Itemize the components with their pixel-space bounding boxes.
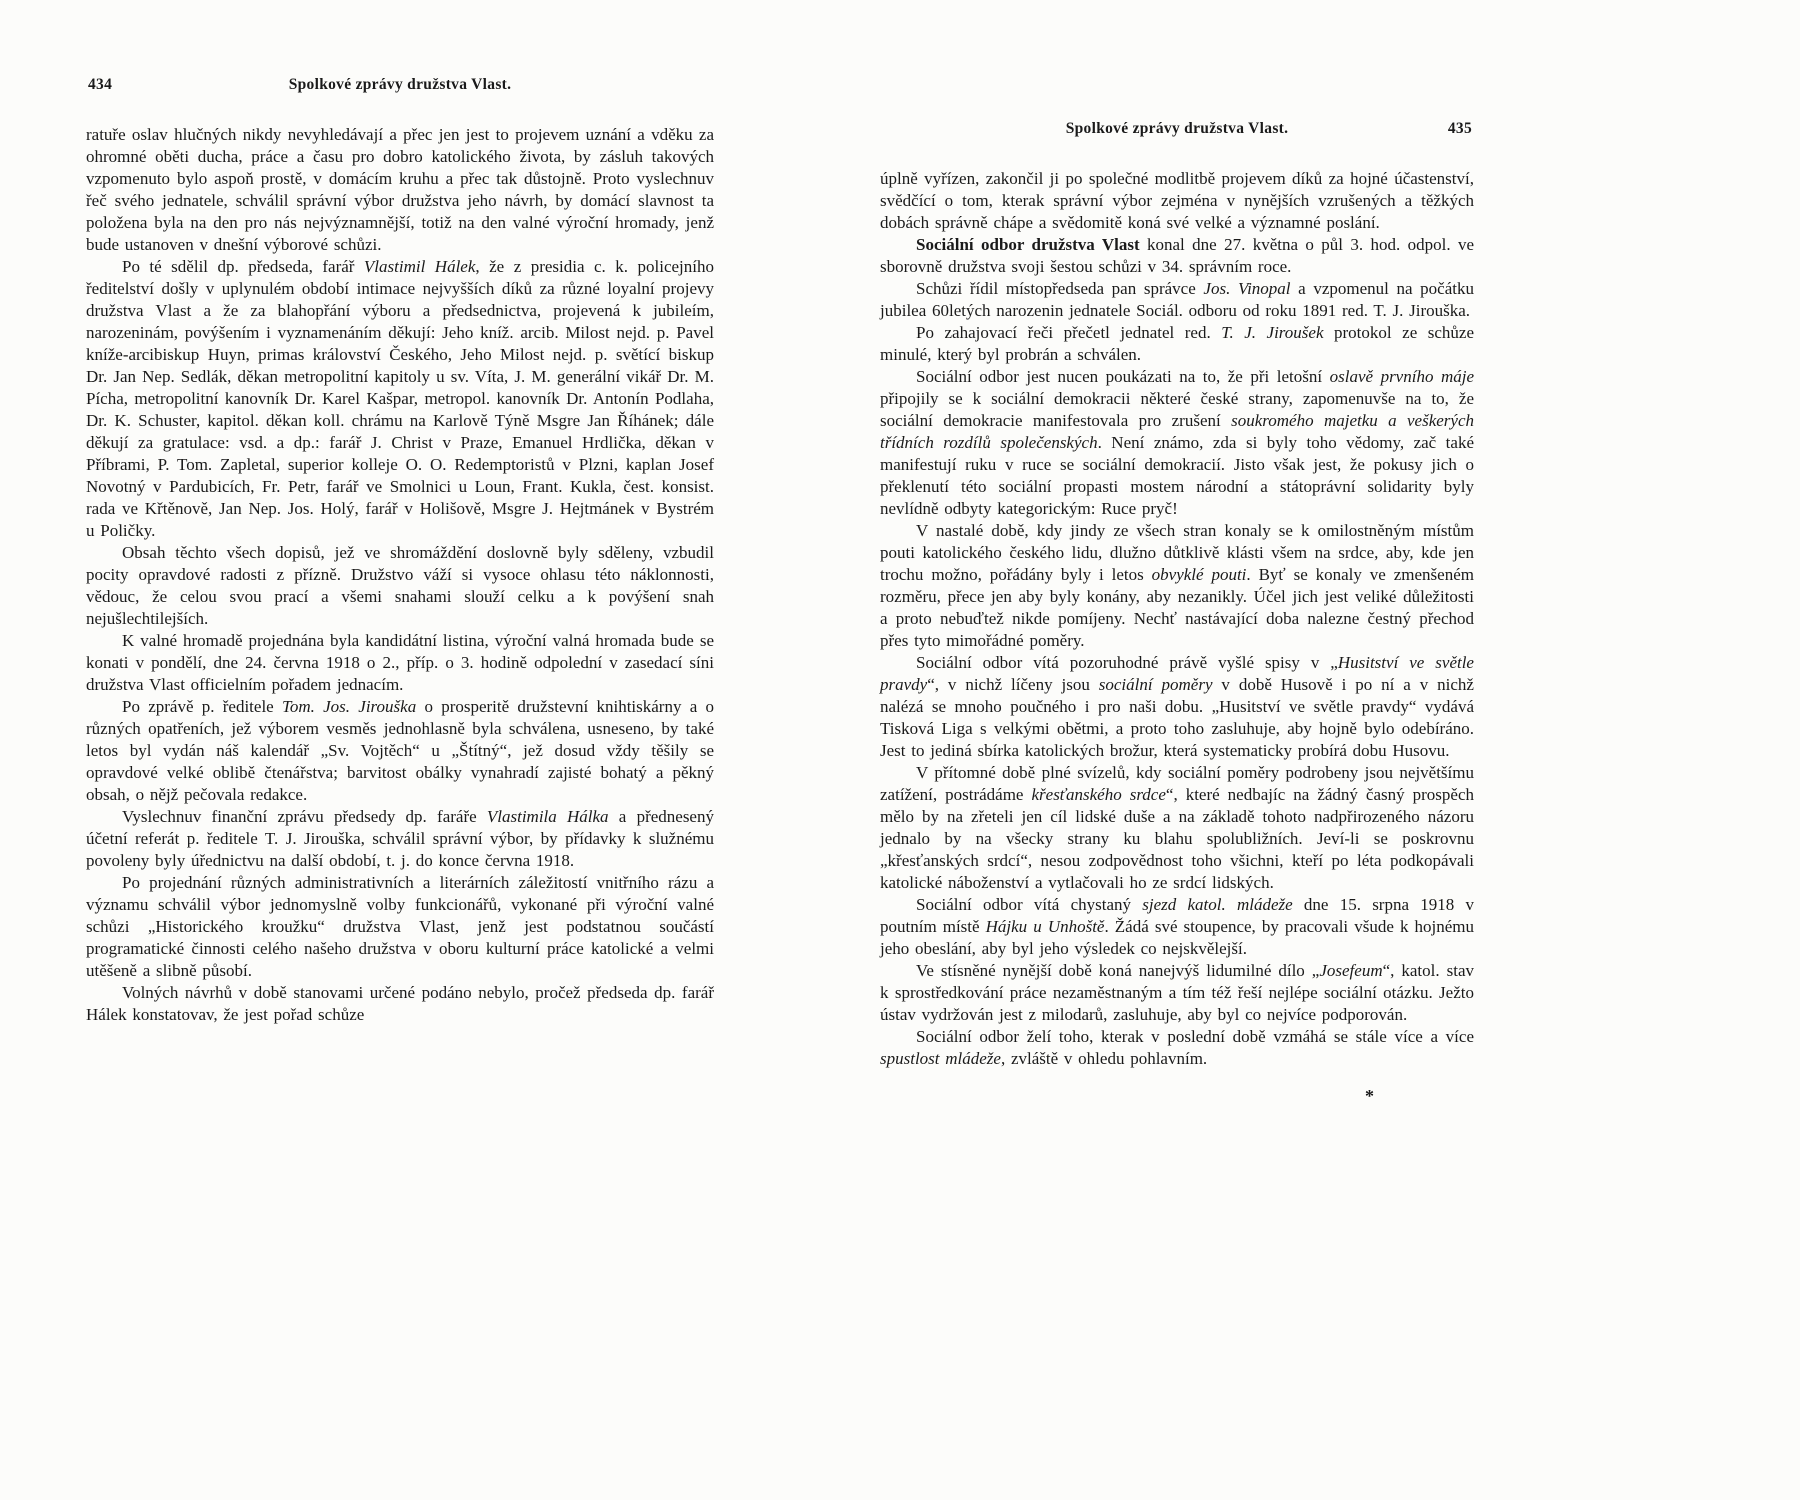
text-run: Po zprávě p. ředitele xyxy=(122,697,282,716)
paragraph xyxy=(86,696,714,806)
paragraph xyxy=(880,234,1474,278)
paragraph xyxy=(86,806,714,872)
text-run: Po projednání různých administrativních a literárních záležitostí vnitřního rázu a významu schválil výbor jednomyslně volby funkcionářů, vykonané při výroční valné schůzi „Historického kroužku“ družstva Vlast, jenž jest podstatnou součástí programatické činnosti celého našeho družstva v oboru kulturní práce katolické a velmi utěšeně a slibně působí. xyxy=(86,873,714,980)
text-run: , zvláště v ohledu pohlavním. xyxy=(1000,1049,1208,1068)
italic-text-run: T. J. Jiroušek xyxy=(1221,323,1324,342)
italic-text-run: Husitství ve světle pravdy xyxy=(880,653,1474,694)
italic-text-run: sjezd katol. mládeže xyxy=(1142,895,1293,914)
paragraph xyxy=(880,366,1474,520)
italic-text-run: soukromého majetku a veškerých třídních rozdílů společenských xyxy=(880,411,1474,452)
page-number-right: 435 xyxy=(1447,120,1472,137)
text-run: K valné hromadě projednána byla kandidátní listina, výroční valná hromada bude se konati v pondělí, dne 24. června 1918 o 2., příp. o 3. hodině odpolední v zasedací síni družstva Vlast officielním pořadem jednacím. xyxy=(86,631,714,694)
text-run: . Není známo, zda si byly toho vědomy, zač také manifestují ruku v ruce se sociální demokracií. Jisto však jest, že pokusy jich o překlenutí této sociální propasti mostem národní a státoprávní solidarity byly nevlídně odbyty kategorickým: Ruce pryč! xyxy=(880,433,1474,518)
footnote-asterisk: * xyxy=(1365,1086,1374,1106)
italic-text-run: Tom. Jos. Jirouška xyxy=(281,697,417,716)
text-run: v době Husově i po ní a v nichž nalézá se mnoho poučného i pro naši dobu. „Husitství ve světle pravdy“ vydává Tisková Liga s velkými obětmi, a proto toho zasluhuje, aby hojně bylo odebíráno. Jest to jediná sbírka katolických brožur, která systematicky probírá dobu Husovu. xyxy=(880,675,1474,760)
italic-text-run: Vlastimil Hálek xyxy=(363,257,476,276)
text-run: dne 15. srpna 1918 v poutním místě xyxy=(880,895,1474,936)
text-run: V přítomné době plné svízelů, kdy sociální poměry podrobeny jsou největšímu zatížení, postrádáme xyxy=(880,763,1474,804)
text-run: Sociální odbor vítá pozoruhodné právě vyšlé spisy v „ xyxy=(916,653,1338,672)
italic-text-run: Vlastimila Hálka xyxy=(486,807,609,826)
text-run: “, katol. stav k sprostředkování práce nezaměstnaným a tím též řeší nejlépe sociální otázku. Ježto ústav vydržován jest z milodarů, zasluhuje, aby byl co nejvíce podporován. xyxy=(880,961,1474,1024)
italic-text-run: spustlost mládeže xyxy=(880,1049,1001,1068)
paragraph xyxy=(880,960,1474,1026)
text-run: Ve stísněné nynější době koná nanejvýš lidumilné dílo „ xyxy=(916,961,1320,980)
paragraph xyxy=(880,322,1474,366)
paragraph xyxy=(86,256,714,542)
italic-text-run: Josefeum xyxy=(1319,961,1383,980)
text-run: konal dne 27. května o půl 3. hod. odpol. ve sborovně družstva svoji šestou schůzi v 34. správním roce. xyxy=(880,235,1474,276)
text-run: . Žádá své stoupence, by pracovali všude k hojnému jeho obeslání, aby byl jeho výsledek co nejskvělejší. xyxy=(880,917,1475,958)
text-run: “, které nedbajíc na žádný časný prospěch mělo by na zřeteli jen cíl lidské duše a na základě tohoto nadpřirozeného názoru jednalo by na všecky strany ku blahu spolubližních. Jeví-li se poskrovnu „křesťanských srdcí“, nesou zodpovědnost toho všichni, kteří po léta podkopávali katolické náboženství a vytlačovali ho ze srdcí lidských. xyxy=(880,785,1475,892)
text-run: o prosperitě družstevní knihtiskárny a o různých opatřeních, jež výborem vesměs jednohlasně byla schválena, usneseno, by také letos byl vydán náš kalendář „Sv. Vojtěch“ u „Štítný“, jež dosud vždy těšily se opravdové velké oblibě čtenářstva; barvitost obálky vynahradí zajisté bohatý a pěkný obsah, o nějž pečovala redakce. xyxy=(86,697,715,804)
paragraph xyxy=(86,630,714,696)
text-run: Obsah těchto všech dopisů, jež ve shromáždění doslovně byly sděleny, vzbudil pocity opravdové radosti z přízně. Družstvo váží si vysoce ohlasu této náklonnosti, vědouc, že celou svou prací a všemi snahami slouží celku a k povýšení snah nejušlechtilejších. xyxy=(86,543,714,628)
bold-text-run: Sociální odbor družstva Vlast xyxy=(916,235,1140,254)
italic-text-run: Hájku u Unhoště xyxy=(985,917,1105,936)
running-title-right: Spolkové zprávy družstva Vlast. xyxy=(1065,120,1289,137)
paragraph xyxy=(86,542,714,630)
page-number-left: 434 xyxy=(88,76,113,93)
paragraph xyxy=(880,520,1474,652)
text-run: Sociální odbor želí toho, kterak v poslední době vzmáhá se stále více a více xyxy=(916,1027,1474,1046)
running-title-left: Spolkové zprávy družstva Vlast. xyxy=(288,76,512,93)
paragraph xyxy=(880,1026,1474,1070)
paragraph xyxy=(880,168,1474,234)
text-run: , že z presidia c. k. policejního ředitelství došly v uplynulém období intimace nejvyšších díků za různé loyalní projevy družstva Vlast a že za blahopřání výboru a předsednictva, projevená k jubileím, narozeninám, povýšením i vyznamenáním děkují: Jeho kníž. arcib. Milost nejd. p. Pavel kníže-arcibiskup Huyn, primas království Českého, Jeho Milost nejd. p. světící biskup Dr. Jan Nep. Sedlák, děkan metropolitní kapitoly u sv. Víta, J. M. generální vikář Dr. M. Pícha, metropolitní kanovník Dr. Karel Kašpar, metropol. kanovník Dr. Antonín Podlaha, Dr. K. Schuster, kapitol. děkan koll. chrámu na Karlově Týně Msgre Jan Říhánek; dále děkují za gratulace: vsd. a dp.: farář J. Christ v Praze, Emanuel Hrdlička, děkan v Příbrami, P. Tom. Zapletal, superior kolleje O. O. Redemptoristů v Plzni, kaplan Josef Novotný v Pardubicích, Fr. Petr, farář ve Smolnici u Loun, Frant. Kukla, čest. konsist. rada ve Křtěnově, Jan Nep. Jos. Holý, farář v Holišově, Msgre J. Hejtmánek v Bystrém u Poličky. xyxy=(86,257,714,540)
text-run: úplně vyřízen, zakončil ji po společné modlitbě projevem díků za hojné účastenství, svědčící o tom, kterak správní výbor zejména v nynějších vzrušených a těžkých dobách správně chápe a svědomitě koná své velké a významné poslání. xyxy=(880,169,1474,232)
paragraph xyxy=(86,982,714,1026)
text-run: protokol ze schůze minulé, který byl probrán a schválen. xyxy=(880,323,1475,364)
text-run: připojily se k sociální demokracii některé české strany, zapomenuvše na to, že sociální demokracie manifestovala pro zrušení xyxy=(880,389,1474,430)
page-right xyxy=(880,76,1474,1107)
italic-text-run: oslavě prvního máje xyxy=(1329,367,1475,386)
text-run: Sociální odbor vítá chystaný xyxy=(916,895,1143,914)
text-run: “, v nichž líčeny jsou xyxy=(927,675,1099,694)
paragraph xyxy=(880,762,1474,894)
text-run: a přednesený účetní referát p. ředitele T. J. Jirouška, schválil správní výbor, by přídavky k služnému povoleny byly úřednictvu na další období, t. j. do konce června 1918. xyxy=(86,807,714,870)
text-run: Schůzi řídil místopředseda pan správce xyxy=(916,279,1204,298)
page-header-right xyxy=(880,120,1474,138)
paragraph xyxy=(86,872,714,982)
italic-text-run: sociální poměry xyxy=(1098,675,1213,694)
text-run: Sociální odbor jest nucen poukázati na to, že při letošní xyxy=(916,367,1330,386)
italic-text-run: Jos. Vinopal xyxy=(1203,279,1291,298)
text-run: Po zahajovací řeči přečetl jednatel red. xyxy=(916,323,1222,342)
paragraph xyxy=(880,652,1474,762)
text-run: ratuře oslav hlučných nikdy nevyhledávají a přec jen jest to projevem uznání a vděku za ohromné oběti ducha, práce a času pro dobro katolického života, by zásluh takových vzpomenuto bylo aspoň prostě, v domácím kruhu a přec tak důstojně. Proto vyslechnuv řeč svého jednatele, schválil správní výbor družstva jeho návrh, by domácí slavnost ta položena byla na den pro nás nejvýznamnější, totiž na den valné výroční hromady, jenž bude ustanoven v dnešní výborové schůzi. xyxy=(86,125,714,254)
text-run: V nastalé době, kdy jindy ze všech stran konaly se k omilostněným místům pouti katolického českého lidu, dlužno důtklivě klásti všem na srdce, aby, kde jen trochu možno, pořádány byly i letos xyxy=(880,521,1474,584)
left-page-body xyxy=(86,124,714,1026)
paragraph xyxy=(880,278,1474,322)
text-run: Vyslechnuv finanční zprávu předsedy dp. faráře xyxy=(122,807,487,826)
text-run: . Byť se konaly ve zmenšeném rozměru, přece jen aby byly konány, aby nezanikly. Účel jich jest veliké důležitosti a proto nebuďtež nikde pomíjeny. Nechť nastávající doba nalezne čestný přechod přes tyto mimořádné poměry. xyxy=(880,565,1474,650)
right-page-body xyxy=(880,168,1474,1070)
italic-text-run: křesťanského srdce xyxy=(1031,785,1166,804)
page-left xyxy=(86,76,714,1107)
italic-text-run: obvyklé pouti xyxy=(1151,565,1247,584)
text-run: Po té sdělil dp. předseda, farář xyxy=(122,257,364,276)
text-run: a vzpomenul na počátku jubilea 60letých narozenin jednatele Sociál. odboru od roku 1891 red. T. J. Jirouška. xyxy=(880,279,1474,320)
page-header-left xyxy=(86,76,714,94)
text-run: Volných návrhů v době stanovami určené podáno nebylo, pročež předseda dp. farář Hálek konstatovav, že jest pořad schůze xyxy=(86,983,714,1024)
paragraph xyxy=(86,124,714,256)
paragraph xyxy=(880,894,1474,960)
